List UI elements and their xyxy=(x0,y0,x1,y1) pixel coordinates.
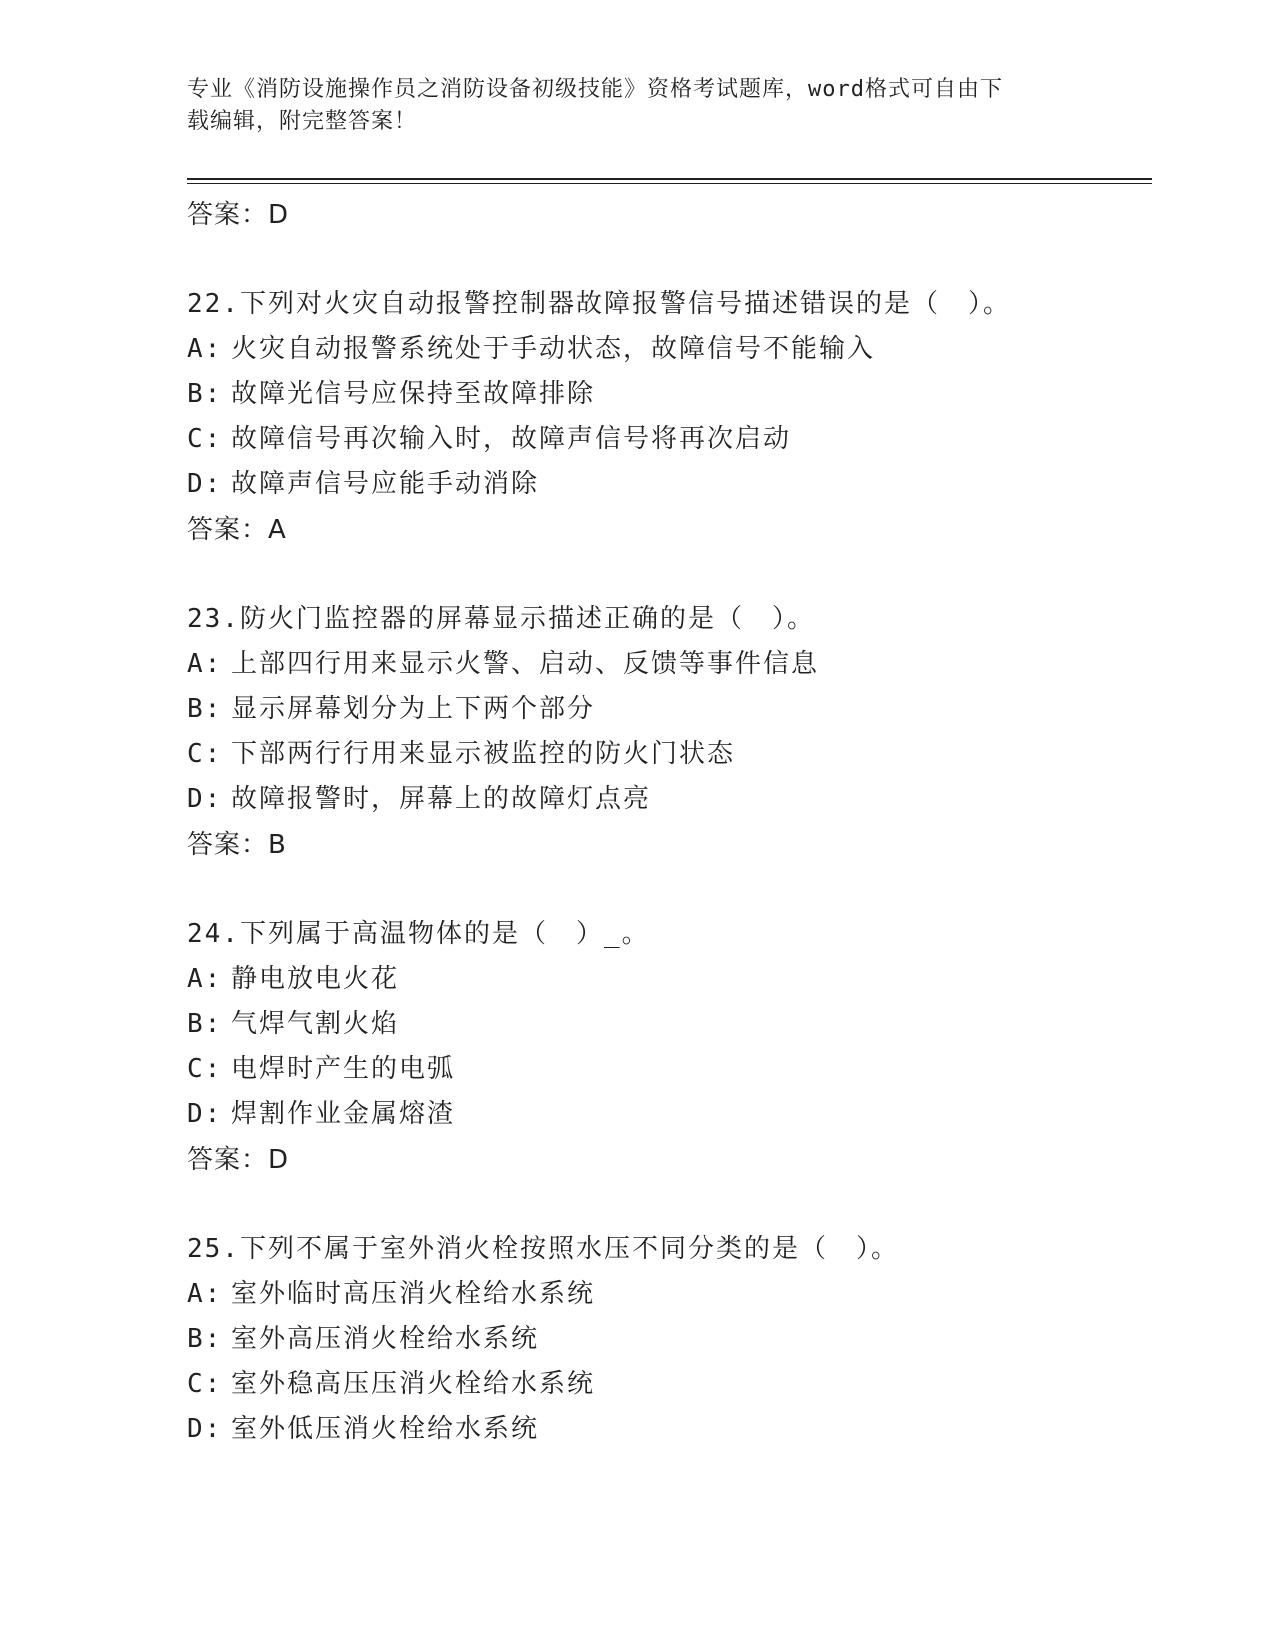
question-25 xyxy=(187,1227,1152,1452)
header-divider-thick xyxy=(187,178,1152,180)
option-text: 显示屏幕划分为上下两个部分 xyxy=(231,694,596,724)
option-label: D: xyxy=(187,1099,223,1129)
option-text: 故障光信号应保持至故障排除 xyxy=(231,379,596,409)
option-d xyxy=(187,1092,1152,1137)
option-d xyxy=(187,462,1152,507)
option-c xyxy=(187,732,1152,777)
answer: 答案：A xyxy=(187,515,287,545)
option-label: C: xyxy=(187,1054,223,1084)
option-text: 气焊气割火焰 xyxy=(231,1009,400,1039)
option-label: A: xyxy=(187,964,223,994)
option-label: C: xyxy=(187,424,223,454)
option-label: C: xyxy=(187,739,223,769)
option-a xyxy=(187,642,1152,687)
header-line-2: 载编辑，附完整答案！ xyxy=(187,109,418,134)
option-label: D: xyxy=(187,784,223,814)
question-23 xyxy=(187,597,1152,868)
question-22 xyxy=(187,282,1152,553)
option-text: 室外高压消火栓给水系统 xyxy=(231,1324,540,1354)
option-c xyxy=(187,1362,1152,1407)
option-text: 室外临时高压消火栓给水系统 xyxy=(231,1279,596,1309)
question-text: 22.下列对火灾自动报警控制器故障报警信号描述错误的是（ ）。 xyxy=(187,289,1011,319)
option-label: B: xyxy=(187,379,223,409)
answer: 答案：D xyxy=(187,1145,290,1175)
header-divider-thin xyxy=(187,183,1152,184)
question-text: 25.下列不属于室外消火栓按照水压不同分类的是（ ）。 xyxy=(187,1234,899,1264)
previous-answer: 答案：D xyxy=(187,200,290,230)
option-c xyxy=(187,417,1152,462)
question-24 xyxy=(187,912,1152,1183)
option-text: 下部两行行用来显示被监控的防火门状态 xyxy=(231,739,736,769)
option-a xyxy=(187,1272,1152,1317)
question-text: 23.防火门监控器的屏幕显示描述正确的是（ ）。 xyxy=(187,604,815,634)
option-label: D: xyxy=(187,469,223,499)
option-b xyxy=(187,1002,1152,1047)
question-text: 24.下列属于高温物体的是（ ）_。 xyxy=(187,919,650,949)
option-text: 火灾自动报警系统处于手动状态，故障信号不能输入 xyxy=(231,334,876,364)
option-d xyxy=(187,1407,1152,1452)
option-text: 室外低压消火栓给水系统 xyxy=(231,1414,540,1444)
option-a xyxy=(187,957,1152,1002)
option-label: A: xyxy=(187,649,223,679)
option-label: B: xyxy=(187,1324,223,1354)
option-b xyxy=(187,687,1152,732)
option-c xyxy=(187,1047,1152,1092)
page-header xyxy=(187,74,1087,138)
header-line-1: 专业《消防设施操作员之消防设备初级技能》资格考试题库，word格式可自由下 xyxy=(187,77,1003,102)
question-list xyxy=(187,192,1152,1452)
option-text: 上部四行用来显示火警、启动、反馈等事件信息 xyxy=(231,649,820,679)
option-text: 静电放电火花 xyxy=(231,964,400,994)
option-text: 室外稳高压压消火栓给水系统 xyxy=(231,1369,596,1399)
option-text: 焊割作业金属熔渣 xyxy=(231,1099,456,1129)
option-text: 故障声信号应能手动消除 xyxy=(231,469,540,499)
answer: 答案：B xyxy=(187,830,287,860)
option-label: B: xyxy=(187,694,223,724)
option-text: 故障信号再次输入时，故障声信号将再次启动 xyxy=(231,424,792,454)
option-label: A: xyxy=(187,334,223,364)
option-label: A: xyxy=(187,1279,223,1309)
option-label: B: xyxy=(187,1009,223,1039)
option-d xyxy=(187,777,1152,822)
option-label: C: xyxy=(187,1369,223,1399)
option-a xyxy=(187,327,1152,372)
option-text: 故障报警时，屏幕上的故障灯点亮 xyxy=(231,784,652,814)
option-b xyxy=(187,372,1152,417)
option-text: 电焊时产生的电弧 xyxy=(231,1054,456,1084)
option-label: D: xyxy=(187,1414,223,1444)
option-b xyxy=(187,1317,1152,1362)
